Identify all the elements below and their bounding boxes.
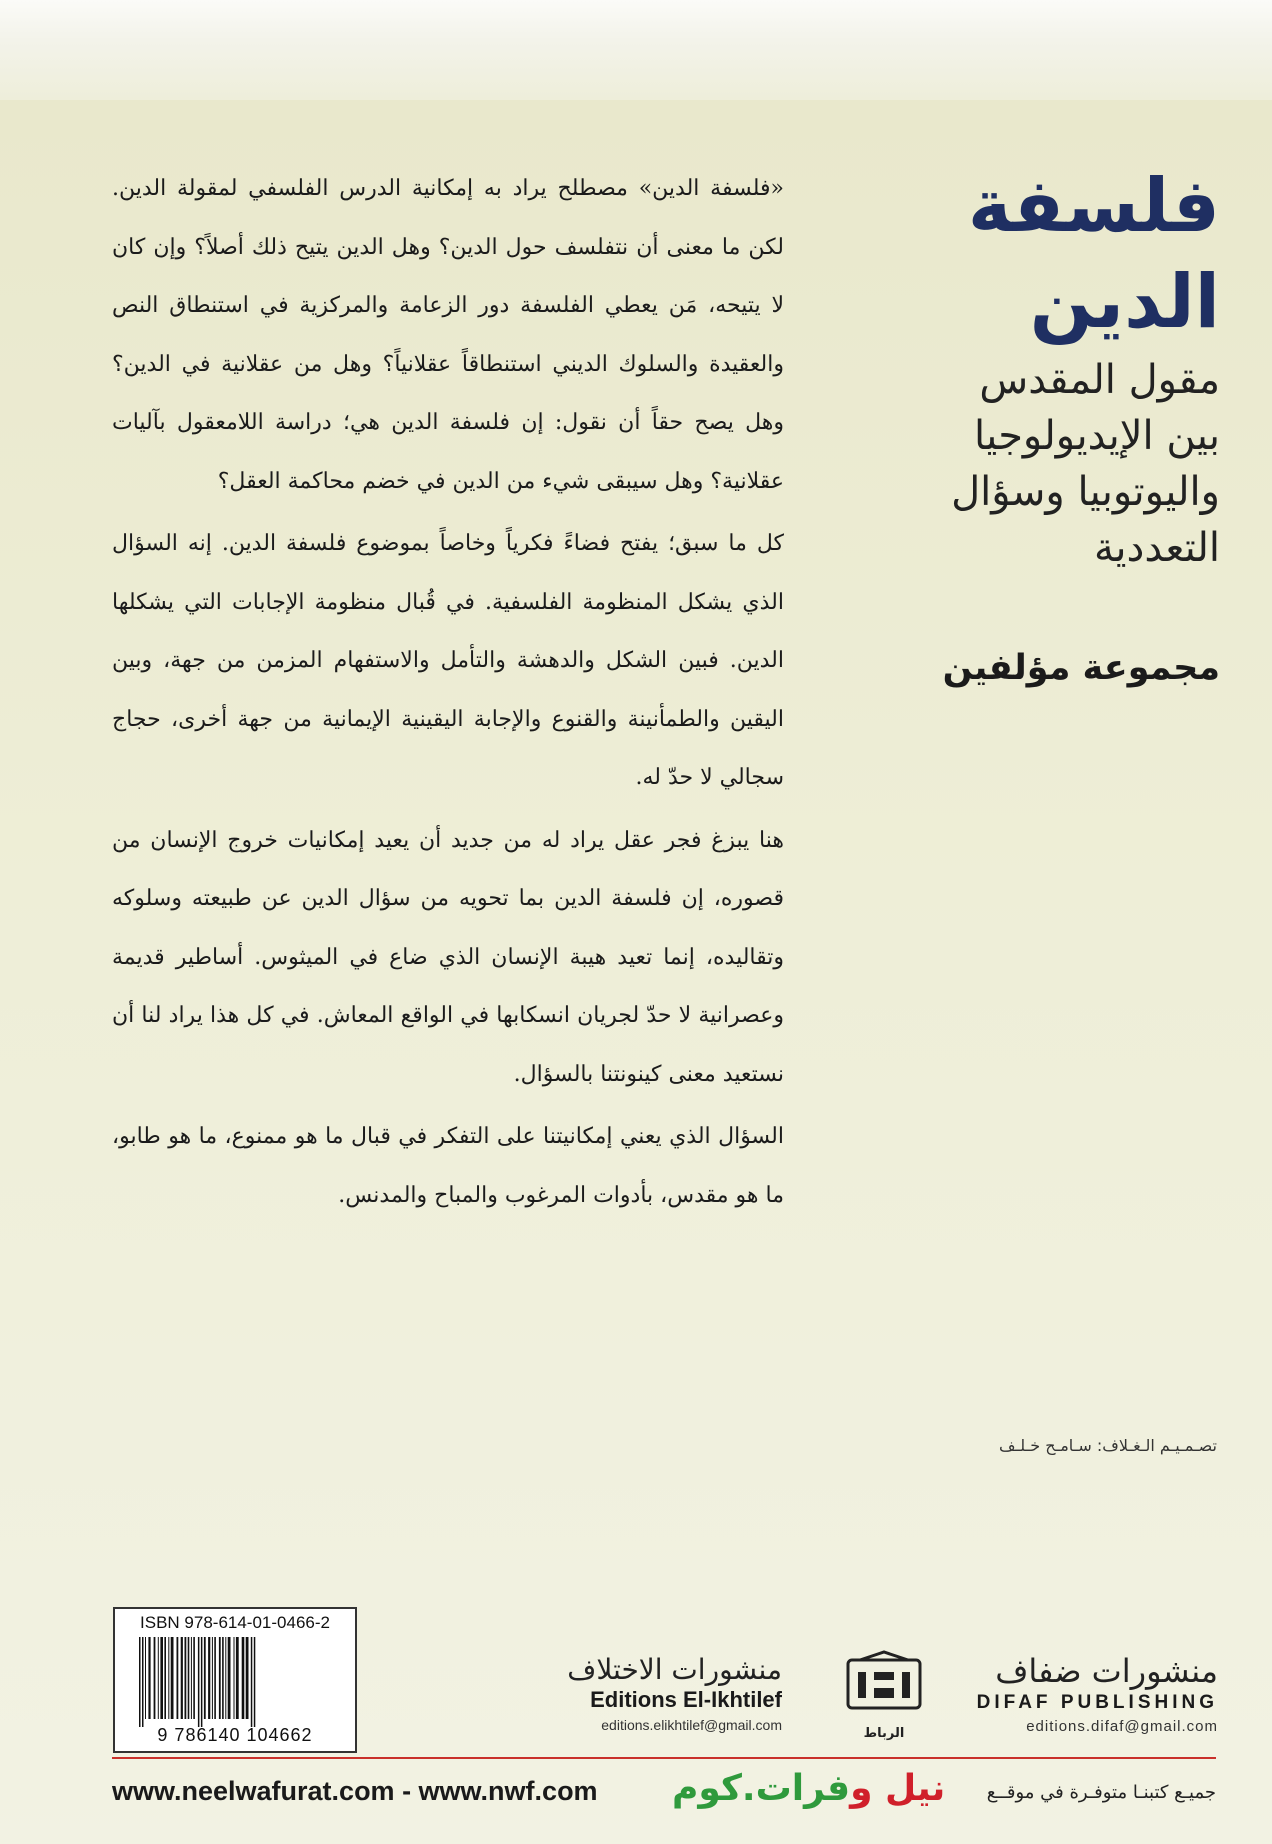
publisher-ikhtilef-email: editions.elikhtilef@gmail.com xyxy=(601,1717,782,1733)
barcode-bar xyxy=(214,1637,216,1719)
barcode-bar xyxy=(228,1637,231,1719)
barcode-bar xyxy=(148,1637,150,1719)
publisher-difaf-logo xyxy=(968,1652,1218,1738)
barcode-bar xyxy=(198,1637,200,1727)
publisher-aman-logo xyxy=(838,1650,930,1750)
blurb-paragraph: «فلسفة الدين» مصطلح يراد به إمكانية الدرس الفلسفي لمقولة الدين. لكن ما معنى أن نتفلسف حول الدين؟ وهل الدين يتيح ذلك أصلاً؟ وإن كان لا يتيحه، مَن يعطي الفلسفة دور الزعامة والمركزية في استنطاق النص والعقيدة والسلوك الديني استنطاقاً عقلانياً؟ وهل من عقلانية في الدين؟ وهل يصح حقاً أن نقول: إن فلسفة الدين هي؛ دراسة اللامعقول بآليات عقلانية؟ وهل سيبقى شيء من الدين في خضم محاكمة العقل؟ xyxy=(112,176,784,494)
barcode-bar xyxy=(158,1637,159,1719)
barcode-bar xyxy=(246,1637,249,1719)
publisher-ikhtilef-logo xyxy=(520,1654,782,1736)
barcode-bar xyxy=(191,1637,192,1719)
back-cover-blurb xyxy=(112,160,784,1229)
book-subtitle xyxy=(820,352,1220,576)
barcode-bar xyxy=(168,1637,169,1719)
aman-logo-icon xyxy=(844,1650,924,1716)
barcode-bar xyxy=(185,1637,187,1719)
subtitle-line: واليوتوبيا وسؤال xyxy=(951,469,1220,515)
availability-note: جميـع كتبنـا متوفـرة في موقــع xyxy=(986,1782,1216,1803)
footer-divider xyxy=(112,1757,1216,1759)
isbn-barcode xyxy=(113,1607,357,1753)
barcode-bar xyxy=(164,1637,166,1719)
publisher-difaf-email: editions.difaf@gmail.com xyxy=(1026,1718,1218,1735)
brand-nil-text: نيل و xyxy=(850,1768,946,1809)
publisher-difaf-arabic: منشورات ضفاف xyxy=(995,1652,1218,1690)
top-edge-shade xyxy=(0,0,1272,100)
barcode-bar xyxy=(204,1637,206,1719)
barcode-bar xyxy=(160,1637,163,1719)
subtitle-line: مقول المقدس xyxy=(979,357,1220,403)
barcode-bar xyxy=(251,1637,253,1727)
barcode-bar xyxy=(181,1637,183,1719)
neelwafurat-logo xyxy=(672,1768,945,1809)
publisher-aman-city: الرباط xyxy=(863,1726,905,1741)
cover-designer-credit: تصـمـيـم الـغـلاف: سـامـح خـلـف xyxy=(999,1436,1217,1455)
barcode-bar xyxy=(139,1637,141,1727)
blurb-paragraph: السؤال الذي يعني إمكانيتنا على التفكر في قبال ما هو ممنوع، ما هو طابو، ما هو مقدس، بأدوات المرغوب والمباح والمدنس. xyxy=(112,1124,785,1208)
blurb-paragraph: هنا يبزغ فجر عقل يراد له من جديد أن يعيد إمكانيات خروج الإنسان من قصوره، إن فلسفة الدين بما تحويه من سؤال الدين عن طبيعته وسلوكه وتقاليده، إنما تعيد هيبة الإنسان الذي ضاع في الميثوس. أساطير قديمة وعصرانية لا حدّ لجريان انسكابها في الواقع المعاش. في كل هذا يراد لنا أن نستعيد معنى كينونتنا بالسؤال. xyxy=(112,827,784,1087)
barcode-bar xyxy=(154,1637,156,1719)
isbn-label: ISBN 978-614-01-0466-2 xyxy=(140,1613,330,1632)
book-title-line-1: فلسفة xyxy=(967,163,1220,249)
barcode-bar xyxy=(171,1637,174,1719)
book-title-line-2: الدين xyxy=(1029,259,1220,345)
barcode-bar xyxy=(145,1637,146,1719)
barcode-bar xyxy=(193,1637,195,1719)
publisher-difaf-latin: DIFAF PUBLISHING xyxy=(976,1692,1218,1713)
blurb-paragraph: كل ما سبق؛ يفتح فضاءً فكرياً وخاصاً بموضوع فلسفة الدين. إنه السؤال الذي يشكل المنظومة الفلسفية. في قُبال منظومة الإجابات التي يشكلها الدين. فبين الشكل والدهشة والتأمل والاستفهام المزمن من جهة، وبين اليقين والطمأنينة والقنوع والإجابة اليقينية الإيمانية من جهة أخرى، حجاج سجالي لا حدّ له. xyxy=(112,531,784,790)
subtitle-line: بين الإيديولوجيا xyxy=(973,413,1220,459)
barcode-digits: 9 786140 104662 xyxy=(157,1725,313,1745)
authors-credit: مجموعة مؤلفين xyxy=(942,648,1220,688)
subtitle-line: التعددية xyxy=(1093,525,1220,571)
barcode-bar xyxy=(234,1637,235,1719)
barcode-bars-icon xyxy=(137,1637,337,1727)
barcode-bar xyxy=(219,1637,221,1719)
barcode-bar xyxy=(188,1637,190,1719)
barcode-bar xyxy=(201,1637,203,1727)
footer xyxy=(112,1762,1216,1822)
book-title xyxy=(900,158,1220,350)
barcode-bar xyxy=(225,1637,226,1719)
publisher-ikhtilef-arabic: منشورات الاختلاف xyxy=(567,1653,782,1686)
barcode-bar xyxy=(236,1637,239,1719)
barcode-bar xyxy=(222,1637,224,1719)
barcode-bar xyxy=(242,1637,245,1719)
barcode-bar xyxy=(212,1637,213,1719)
barcode-bar xyxy=(177,1637,179,1719)
barcode-bar xyxy=(208,1637,210,1719)
footer-website-links[interactable]: www.neelwafurat.com - www.nwf.com xyxy=(112,1776,598,1806)
publisher-ikhtilef-latin: Editions El-Ikhtilef xyxy=(590,1687,782,1712)
barcode-bar xyxy=(254,1637,256,1727)
brand-furat-text: فرات.كوم xyxy=(672,1768,851,1809)
barcode-bar xyxy=(142,1637,144,1727)
